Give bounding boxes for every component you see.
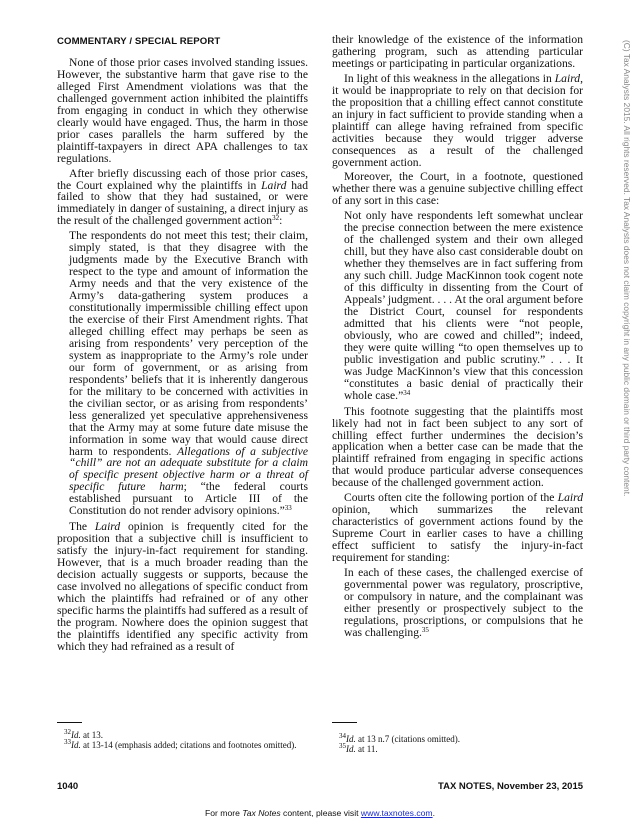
footnote-number: 33 [64,738,71,747]
paragraph [332,73,583,169]
paragraph-text: opinion, which summarizes the relevant characteristics of government actions found by the Supreme Court in earlier cases to have a chilling effect sufficient to satisfy the injury-in-fact requirement for standing: [332,503,583,565]
footnote-ref[interactable]: 33 [284,504,292,513]
paragraph-text: After briefly discussing each of those prior cases, the Court explained why the plaintiffs in [57,166,308,192]
block-quote [344,567,583,639]
footnote-32 [57,730,308,740]
citation-id: Id. [71,740,81,751]
paragraph-text: , it would be inappropriate to rely on that decision for the proposition that a chilling effect cannot constitute an injury in fact sufficient to provide standing when a plaintiff can allege having refrained from specific activities because they would trigger adverse consequences as a result of the challenged government action. [332,71,583,169]
paragraph-text: None of those prior cases involved standing issues. However, the substantive harm that gave rise to the alleged First Amendment violations was that the challenged government action inhibited the plaintiffs from engaging in conduct in which they otherwise clearly would have engaged. Thus, the harm in those prior cases parallels the harm suffered by the plaintiff-taxpayers in direct APA challenges to tax regulations. [57,56,308,165]
paragraph-text: In light of this weakness in the allegations in [344,71,555,85]
note-text: content, please visit [280,808,361,818]
footnote-number: 35 [339,742,346,751]
footnote-text: at 13 n.7 (citations omitted). [355,734,460,744]
quote-text: In each of these cases, the challenged exercise of governmental power was regulatory, proscriptive, or compulsory in nature, and the complainant was either presently or prospectively subject to the regulations, proscriptions, or compulsions that he was challenging. [344,565,583,639]
footnote-number: 34 [339,732,346,740]
footnote-34 [332,734,583,744]
paragraph [57,521,308,652]
footnote-33 [57,740,308,750]
note-text: . [432,808,435,818]
footnote-ref[interactable]: 32 [272,214,280,223]
footnote-35 [332,744,583,754]
page-number: 1040 [57,781,79,792]
publication-date: TAX NOTES, November 23, 2015 [438,781,584,792]
footnotes-right [332,734,583,755]
more-content-note [0,808,640,818]
paragraph-text: : [279,214,283,228]
citation-id: Id. [71,730,81,740]
case-name: Laird [261,178,287,192]
paragraph [57,57,308,165]
paragraph-text: Courts often cite the following portion of the [344,491,558,505]
paragraph-text: opinion is frequently cited for the proposition that a subjective chill is insufficient to satisfy the injury-in-fact requirement for standing. However, that is a much broader reading than the decision actually suggests or supports, because the case involved no allegations of specific conduct from which the plaintiffs had refrained or of any other specific harms the plaintiffs had suffered as a result of the program. Nowhere does the opinion suggest that the plaintiffs identified any specific activity from which they had refrained as a result of [57,520,309,653]
quote-text: The respondents do not meet this test; their claim, simply stated, is that they disagree with the judgments made by the Executive Branch with respect to the type and amount of information the Army needs and that the very existence of the Army’s data-gathering system produces a constitutionally impermissible chilling effect upon the exercise of their First Amendment rights. That alleged chilling effect may perhaps be seen as arising from respondents’ very perception of the system as inappropriate to the Army’s role under our form of government, or as arising from respondents’ beliefs that it is inherently dangerous for the military to be concerned with activities in the civilian sector, or as arising from respondents’ less generalized yet speculative apprehensiveness that the Army may at some future date misuse the information in some way that would cause direct harm to respondents. [69,229,308,458]
footnote-text: at 13. [80,730,103,740]
paragraph-text: The [69,520,95,534]
case-name: Laird [554,71,581,85]
right-column [332,34,583,643]
paragraph-text: This footnote suggesting that the plaintiffs most likely had not in fact been subject to any sort of chilling effect further undermines the decision’s application when a better case can be made that the plaintiff refrained from engaging in specific actions that would produce particular adverse consequences because of the challenged government action. [332,404,583,490]
copyright-notice: (C) Tax Analysts 2015. All rights reserved. Tax Analysts does not claim copyright in any public domain or third party content. [622,40,632,497]
paragraph-text: had failed to show that they had sustained, or were immediately in danger of sustaining, a direct injury as the result of the challenged government action [57,178,308,228]
block-quote [344,210,583,401]
note-text: For more [205,808,243,818]
citation-id: Id. [346,734,356,744]
footnote-number: 32 [64,728,71,736]
paragraph [57,168,308,228]
footnote-text: at 13-14 (emphasis added; citations and footnotes omitted). [80,740,297,751]
footnotes-left [57,730,308,751]
footnote-ref[interactable]: 35 [421,625,429,634]
publication-name: Tax Notes [242,808,281,818]
quote-text: Not only have respondents left somewhat unclear the precise connection between the mere existence of the challenged system and their own alleged chill, but they have also cast considerable doubt on whether they themselves are in fact suffering from any such chill. Judge MacKinnon took cogent note of this difficulty in dissenting from the Court of Appeals’ judgment. . . . At the oral argument before the District Court, counsel for respondents admitted that his clients were “not people, obviously, who are cowed and chilled”; indeed, they were quite willing “to open themselves up to public investigation and public scrutiny.” . . . It was Judge MacKinnon’s view that this concession “constitutes a basic denial of practically their whole case.” [344,209,583,402]
paragraph-text: Moreover, the Court, in a footnote, questioned whether there was a genuine subjective chilling effect of any sort in this case: [332,170,583,208]
footnote-separator [57,722,82,723]
citation-id: Id. [346,744,356,755]
quote-text: ; “the federal courts established pursuant to Article III of the Constitution do not render advisory opinions.” [69,480,308,518]
paragraph-text: their knowledge of the existence of the information gathering program, such as attending particular meetings or participating in particular organizations. [332,33,583,70]
footnote-text: at 11. [355,744,378,755]
emphasized-text: Allegations of a subjective “chill” are not an adequate substitute for a claim of specific present objective harm or a threat of specific future harm [69,444,308,494]
block-quote [69,230,308,517]
taxnotes-link[interactable]: www.taxnotes.com [360,808,433,818]
paragraph [332,406,583,490]
paragraph [332,492,583,564]
case-name: Laird [94,520,121,534]
case-name: Laird [557,491,583,505]
footnote-separator [332,722,357,723]
footnote-ref[interactable]: 34 [403,388,411,397]
left-column [57,57,308,656]
running-head: COMMENTARY / SPECIAL REPORT [57,36,221,47]
paragraph [332,34,583,70]
paragraph [332,171,583,207]
